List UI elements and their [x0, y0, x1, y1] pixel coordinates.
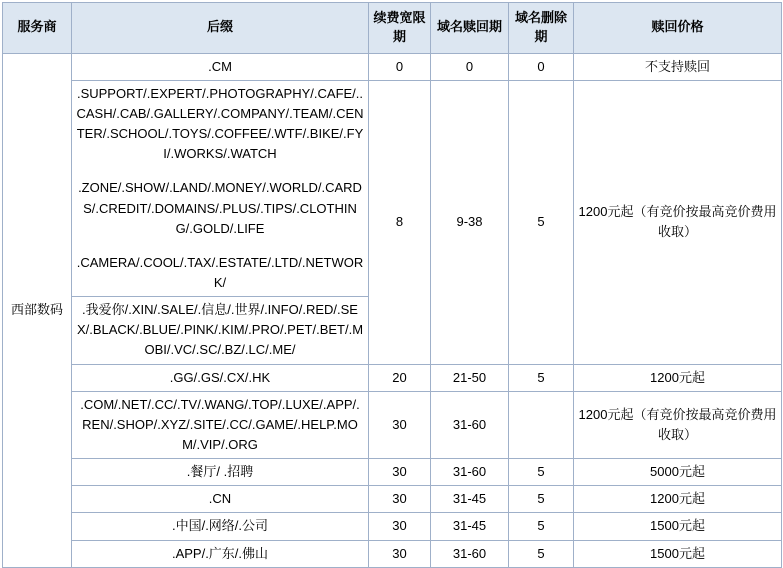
- suffix-cell: .CN: [72, 486, 369, 513]
- renew-grace-cell: 8: [369, 80, 431, 364]
- renew-grace-cell: 30: [369, 459, 431, 486]
- suffix-group: .SUPPORT/.EXPERT/.PHOTOGRAPHY/.CAFE/..CASH/.CAB/.GALLERY/.COMPANY/.TEAM/.CENTER/.SCHOOL/.TOYS/.COFFEE/.WTF/.BIKE/.FYI/.WORKS/.WATCH: [76, 85, 364, 162]
- redeem-period-cell: 31-60: [431, 540, 509, 567]
- renew-grace-cell: 0: [369, 53, 431, 80]
- delete-period-cell: [509, 391, 574, 458]
- renew-grace-cell: 30: [369, 486, 431, 513]
- column-header-renew-grace: 续费宽限期: [369, 3, 431, 54]
- delete-period-cell: 5: [509, 540, 574, 567]
- redeem-price-cell: 不支持赎回: [574, 53, 782, 80]
- table-row: [3, 53, 782, 80]
- delete-period-cell: 0: [509, 53, 574, 80]
- delete-period-cell: 5: [509, 486, 574, 513]
- redeem-period-cell: 31-60: [431, 391, 509, 458]
- suffix-group: .ZONE/.SHOW/.LAND/.MONEY/.WORLD/.CARDS/.CREDIT/.DOMAINS/.PLUS/.TIPS/.CLOTHING/.GOLD/.LIFE: [78, 180, 362, 236]
- table-row: [3, 80, 782, 296]
- suffix-cell: .中国/.网络/.公司: [72, 513, 369, 540]
- suffix-cell: .APP/.广东/.佛山: [72, 540, 369, 567]
- suffix-cell: .CM: [72, 53, 369, 80]
- redeem-price-cell: 1200元起: [574, 364, 782, 391]
- table-header-row: [3, 3, 782, 54]
- delete-period-cell: 5: [509, 80, 574, 364]
- column-header-redeem-price: 赎回价格: [574, 3, 782, 54]
- renew-grace-cell: 30: [369, 391, 431, 458]
- column-header-provider: 服务商: [3, 3, 72, 54]
- table-row: [3, 486, 782, 513]
- redeem-period-cell: 0: [431, 53, 509, 80]
- column-header-redeem-period: 域名赎回期: [431, 3, 509, 54]
- column-header-suffix: 后缀: [72, 3, 369, 54]
- renew-grace-cell: 20: [369, 364, 431, 391]
- redeem-period-cell: 21-50: [431, 364, 509, 391]
- redeem-period-cell: 9-38: [431, 80, 509, 364]
- suffix-cell: .COM/.NET/.CC/.TV/.WANG/.TOP/.LUXE/.APP/.REN/.SHOP/.XYZ/.SITE/.CC/.GAME/.HELP.MOM/.VIP/.ORG: [72, 391, 369, 458]
- redeem-period-cell: 31-45: [431, 513, 509, 540]
- redeem-price-cell: 1200元起（有竞价按最高竞价费用收取）: [574, 80, 782, 364]
- redeem-period-cell: 31-60: [431, 459, 509, 486]
- redeem-price-cell: 1200元起（有竞价按最高竞价费用收取）: [574, 391, 782, 458]
- domain-redemption-price-table: [2, 2, 782, 568]
- suffix-cell: .我爱你/.XIN/.SALE/.信息/.世界/.INFO/.RED/.SEX/.BLACK/.BLUE/.PINK/.KIM/.PRO/.PET/.BET/.MOBI/.VC/.SC/.BZ/.LC/.ME/: [72, 297, 369, 364]
- delete-period-cell: 5: [509, 459, 574, 486]
- column-header-delete-period: 域名删除期: [509, 3, 574, 54]
- table-row: [3, 391, 782, 458]
- delete-period-cell: 5: [509, 364, 574, 391]
- suffix-cell: .餐厅/ .招聘: [72, 459, 369, 486]
- redeem-price-cell: 1200元起: [574, 486, 782, 513]
- suffix-cell: .GG/.GS/.CX/.HK: [72, 364, 369, 391]
- table-row: [3, 364, 782, 391]
- suffix-group: .CAMERA/.COOL/.TAX/.ESTATE/.LTD/.NETWORK/: [76, 254, 364, 290]
- renew-grace-cell: 30: [369, 540, 431, 567]
- delete-period-cell: 5: [509, 513, 574, 540]
- redeem-price-cell: 5000元起: [574, 459, 782, 486]
- renew-grace-cell: 30: [369, 513, 431, 540]
- table-row: [3, 513, 782, 540]
- table-row: [3, 540, 782, 567]
- redeem-period-cell: 31-45: [431, 486, 509, 513]
- redeem-price-cell: 1500元起: [574, 540, 782, 567]
- redeem-price-cell: 1500元起: [574, 513, 782, 540]
- provider-cell: 西部数码: [3, 53, 72, 567]
- table-row: [3, 459, 782, 486]
- suffix-cell: [72, 80, 369, 296]
